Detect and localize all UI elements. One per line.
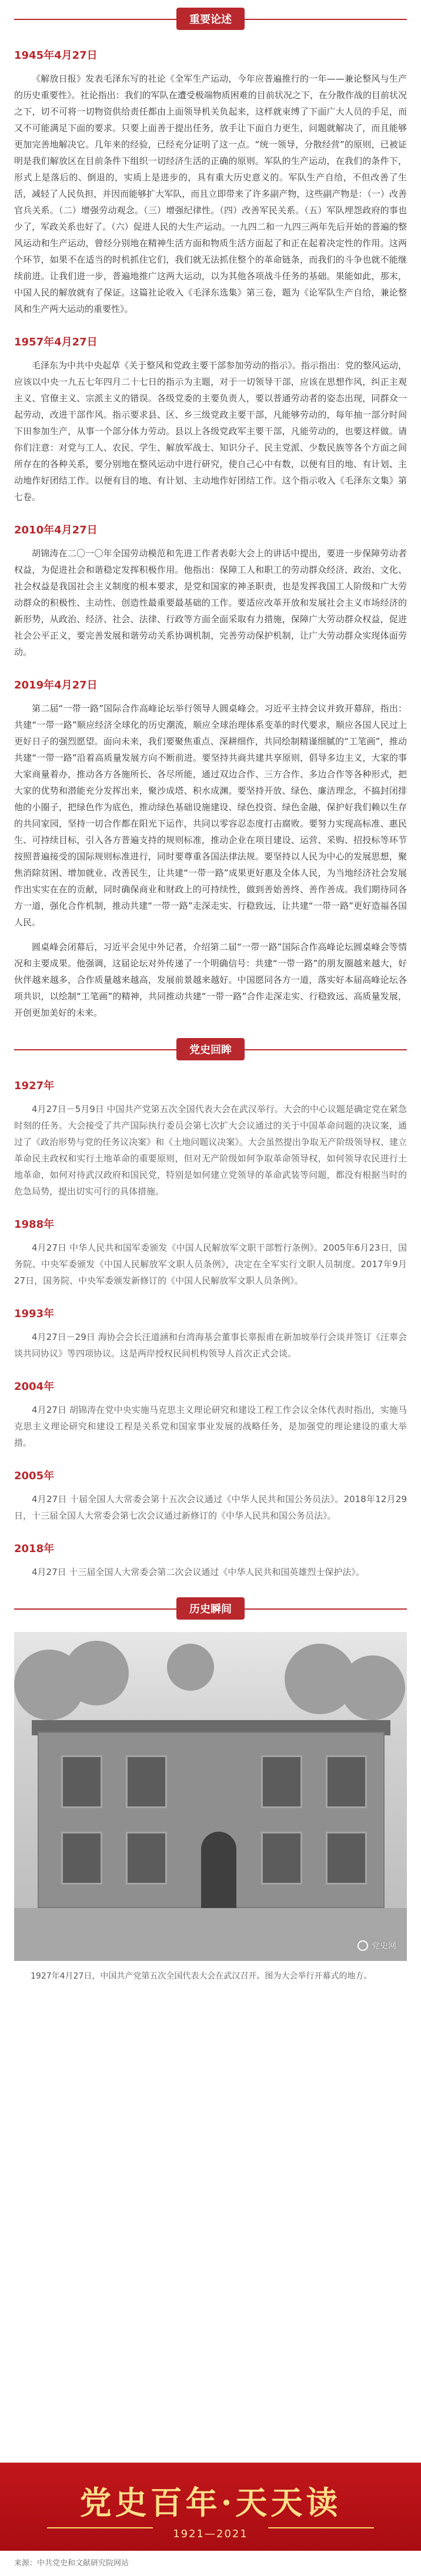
- watermark-text: 党史网: [372, 1942, 396, 1951]
- photo-door: [201, 1832, 236, 1908]
- deco-line-right: [268, 2527, 374, 2528]
- review-list: [0, 1077, 421, 1580]
- banner-label: 历史瞬间: [176, 1597, 245, 1620]
- history-photo: [14, 1632, 407, 1961]
- photo-window: [61, 1755, 102, 1808]
- paragraph: 第二届“一带一路”国际合作高峰论坛举行领导人圆桌峰会。习近平主持会议并致开幕辞，指出：共建“一带一路”顺应经济全球化的历史潮流，顺应全球治理体系变革的时代要求，顺应各国人民过上更好日子的强烈愿望。面向未来，我们要聚焦重点、深耕细作，共同绘制精谨细腻的“工笔画”，推动共建“一带一路”沿着高质量发展方向不断前进。要坚持共商共建共享原则，倡导多边主义，大家的事大家商量着办，推动各方各施所长、各尽所能，通过双边合作、三方合作、多边合作等各种形式，把大家的优势和潜能充分发挥出来，聚沙成塔、积水成渊。要坚持开放、绿色、廉洁理念，不搞封闭排他的小圈子，把绿色作为底色，推动绿色基础设施建设、绿色投资、绿色金融，保护好我们赖以生存的共同家园，坚持一切合作都在阳光下运作，共同以零容忍态度打击腐败。要努力实现高标准、惠民生、可持续目标，引入各方普遍支持的规则标准，推动企业在项目建设、运营、采购、招投标等环节按照普遍接受的国际规则标准进行，同时要尊重各国法律法规。要坚持以人民为中心的发展思想，聚焦消除贫困、增加就业、改善民生，让共建“一带一路”成果更好惠及全体人民，为当地经济社会发展作出实实在在的贡献，同时确保商业和财政上的可持续性，做到善始善终、善作善成。我们期待同各方一道，强化合作机制，推动共建“一带一路”走深走实、行稳致远，让共建“一带一路”更好造福各国人民。: [14, 703, 407, 928]
- section-banner-main: [14, 7, 407, 31]
- photo-ground: [14, 1908, 407, 1961]
- photo-window: [261, 1832, 302, 1885]
- banner-label: 重要论述: [176, 8, 245, 30]
- review-item: [14, 1305, 407, 1362]
- entry-date: 1945年4月27日: [14, 49, 98, 62]
- review-year: 2018年: [14, 1543, 55, 1555]
- photo-window: [261, 1755, 302, 1808]
- entry-date: 2010年4月27日: [14, 524, 98, 536]
- review-text: 4月27日 十届全国人大常委会第十五次会议通过《中华人民共和国公务员法》。2018年12月29日，十三届全国人大常委会第七次会议通过新修订的《中华人民共和国公务员法》。: [14, 1494, 407, 1521]
- review-item: [14, 1216, 407, 1289]
- review-item: [14, 1467, 407, 1524]
- article-section-2019: [0, 677, 421, 1021]
- paragraph: 毛泽东为中共中央起草《关于整风和党政主要干部参加劳动的指示》。指示指出：党的整风运动，应该以中央一九五七年四月二十七日的指示为主题，对于一切领导干部，应该在思想作风，纠正主观主义、官僚主义、宗派主义的错误。各级党委的主要负责人，要以普通劳动者的姿态出现，同群众一起劳动，改进干部作风。指示要求县、区、乡三级党政主要干部，凡能够劳动的，每年抽一部分时间下田参加生产，从事一个部分体力劳动。县以上各级党政军主要干部，凡能劳动的，也要这样做。请你们注意：对党与工人、农民、学生、解放军战士、知识分子、民主党派、少数民族等各个方面之间所存在的各种关系，要分别地在整风运动中进行研究，使自己心中有数，以便有目的地、有计划、主动地作好团结工作。以便有目的地、有计划、主动地作好团结工作。这个指示收入《毛泽东文集》第七卷。: [14, 360, 407, 502]
- section-banner-moment: [14, 1597, 407, 1620]
- section-banner-review: [14, 1037, 407, 1061]
- review-text: 4月27日 十三届全国人大常委会第二次会议通过《中华人民共和国英雄烈士保护法》。: [32, 1567, 365, 1577]
- entry-date: 1957年4月27日: [14, 336, 98, 348]
- paragraph: 圆桌峰会闭幕后，习近平会见中外记者，介绍第二届“一带一路”国际合作高峰论坛圆桌峰会等情况和主要成果。他强调，这届论坛对外传递了一个明确信号：共建“一带一路”的朋友圈越来越大，好伙伴越来越多，合作质量越来越高，发展前景越来越好。中国愿同各方一道，落实好本届高峰论坛各项共识，以绘制“工笔画”的精神，共同推动共建“一带一路”合作走深走实、行稳致远、高质量发展，开创更加美好的未来。: [14, 942, 407, 1018]
- review-text: 4月27日－5月9日 中国共产党第五次全国代表大会在武汉举行。大会的中心议题是确定党在紧急时刻的任务。大会接受了共产国际执行委员会第七次扩大会议通过的关于中国革命问题的决议案，通过了《政治形势与党的任务议决案》和《土地问题议决案》。大会虽然提出争取无产阶级领导权、建立革命民主政权和实行土地革命的重要原则，但对无产阶级如何争取革命领导权，如何领导农民进行土地革命，如何对待武汉政府和国民党，特别是如何建立党领导的革命武装等问题，都没有根据当时的危急局势，提出切实可行的具体措施。: [14, 1104, 407, 1197]
- source-credit: 来源：中共党史和文献研究院网站: [14, 2559, 129, 2568]
- photo-watermark: [357, 1940, 396, 1952]
- photo-window: [126, 1755, 167, 1808]
- photo-window: [326, 1755, 367, 1808]
- watermark-logo-icon: [357, 1940, 368, 1951]
- review-item: [14, 1540, 407, 1580]
- page: [0, 7, 421, 2576]
- deco-line-left: [47, 2527, 153, 2528]
- review-year: 1927年: [14, 1080, 55, 1092]
- paragraph: 胡锦涛在二〇一〇年全国劳动模范和先进工作者表彰大会上的讲话中提出，要进一步保障劳动者权益，为促进社会和谐稳定发挥积极作用。他指出：保障工人和职工的劳动群众经济、政治、文化、社会权益是我国社会主义制度的根本要求，是党和国家的神圣职责，也是发挥我国工人阶级和广大劳动群众的积极性、主动性、创造性最重要最基础的工作。要适应改革开放和发展社会主义市场经济的新形势，从政治、经济、社会、法律、行政等方面全面采取有力措施，保障广大劳动群众权益，促进社会公平正义，要完善发展和谐劳动关系协调机制，完善劳动保护机制，让广大劳动群众实现体面劳动。: [14, 548, 407, 657]
- article-section-1945: [0, 47, 421, 317]
- photo-window: [126, 1832, 167, 1885]
- review-text: 4月27日 胡锦涛在党中央实施马克思主义理论研究和建设工程工作会议全体代表时指出，实施马克思主义理论研究和建设工程是关系党和国家事业发展的战略任务，是加强党的理论建设的重大举措。: [14, 1405, 407, 1448]
- review-year: 2005年: [14, 1470, 55, 1482]
- review-item: [14, 1378, 407, 1451]
- review-item: [14, 1077, 407, 1200]
- bottom-banner-title: 党史百年·天天读: [79, 2484, 342, 2521]
- photo-window: [61, 1832, 102, 1885]
- banner-label: 党史回眸: [176, 1038, 245, 1060]
- bottom-banner: [0, 2463, 421, 2551]
- article-section-1957: [0, 334, 421, 505]
- review-text: 4月27日－29日 海协会会长汪道涵和台湾海基会董事长辜振甫在新加坡举行会谈并签订《汪辜会谈共同协议》等四项协议。这是两岸授权民间机构领导人首次正式会谈。: [14, 1332, 407, 1359]
- article-section-2010: [0, 522, 421, 660]
- photo-window: [326, 1832, 367, 1885]
- review-year: 1988年: [14, 1218, 55, 1231]
- paragraph: 《解放日报》发表毛泽东写的社论《全军生产运动，今年应普遍推行的一年——兼论整风与生产的历史重要性》。社论指出：我们的军队在遭受极端物质困难的目前状况之下，在分散作战的目前状况之下，切不可将一切物资供给责任都由上面领导机关负起来，这样就束缚了下面广大人员的手足，而又不可能满足下面的要求。只要上面善于提出任务，放手让下面自力更生，问题就解决了，而且能够更加完善地解决它。几年来的经验，已经充分证明了这一点。“统一领导，分散经营”的原则，已被证明是我们解放区在目前条件下组织一切经济生活的正确的原则。军队的生产运动，在我们的条件下，形式上是落后的、倒退的，实质上是进步的，具有重大历史意义的。军队生产自给，不但改善了生活，减轻了人民负担，并因而能够扩大军队，而且立即带来了许多副产物，这些副产物是：（一）改善官兵关系。（二）增强劳动观念。（三）增强纪律性。（四）改善军民关系。（五）军队埋怨政府的事也少了，军政关系也好了。（六）促进人民的大生产运动。一九四二和一九四三两年先后开始的普遍的整风运动和生产运动，曾经分别地在精神生活方面和物质生活方面起了和正在起着决定性的作用。这两个环节，如果不在适当的时机抓住它们，我们就无法抓住整个的革命链条，而我们的斗争也就不能继续前进。让我们进一步，普遍地推广这两大运动，以为其他各项战斗任务的基础。果能如此，那末，中国人民的解放就有了保证。这篇社论收入《毛泽东选集》第三卷，题为《论军队生产自给，兼论整风和生产两大运动的重要性》。: [14, 73, 407, 314]
- review-year: 2004年: [14, 1381, 55, 1393]
- history-photo-wrap: [0, 1632, 421, 1961]
- review-year: 1993年: [14, 1308, 55, 1320]
- bottom-banner-years: 1921—2021: [173, 2528, 248, 2540]
- review-text: 4月27日 中华人民共和国军委颁发《中国人民解放军文职干部暂行条例》。2005年6月23日，国务院、中央军委颁发《中国人民解放军文职人员条例》，决定在全军实行文职人员制度。2017年9月27日，国务院、中央军委颁发新修订的《中国人民解放军文职人员条例》。: [14, 1242, 407, 1286]
- entry-date: 2019年4月27日: [14, 679, 98, 691]
- photo-caption: 1927年4月27日，中国共产党第五次全国代表大会在武汉召开。图为大会举行开幕式的地方。: [31, 1972, 372, 1981]
